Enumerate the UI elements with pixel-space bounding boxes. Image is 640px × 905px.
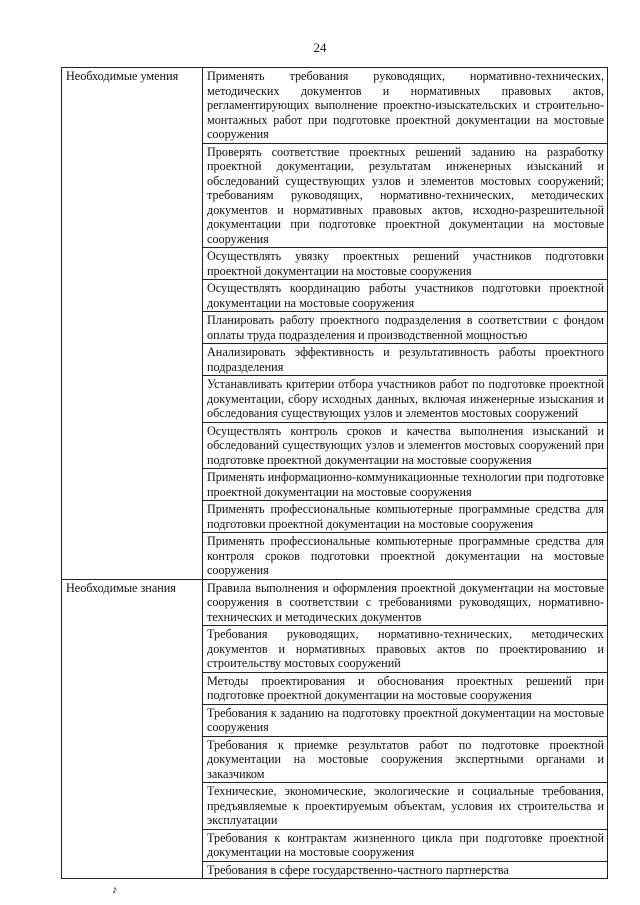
- requirement-item: Правила выполнения и оформления проектной документации на мостовые сооружения в соответствии с требованиями руководящих, нормативно-технических и методических документов: [203, 579, 608, 626]
- requirements-table-body: [62, 68, 608, 879]
- requirement-item: Применять профессиональные компьютерные программные средства для подготовки проектной документации на мостовые сооружения: [203, 501, 608, 533]
- requirement-item: Требования в сфере государственно-частного партнерства: [203, 861, 608, 879]
- requirement-item: Методы проектирования и обоснования проектных решений при подготовке проектной документации на мостовые сооружения: [203, 672, 608, 704]
- section-label: Необходимые умения: [62, 68, 203, 580]
- requirement-item: Проверять соответствие проектных решений заданию на разработку проектной документации, результатам инженерных изысканий и обследований существующих узлов и элементов мостовых сооружений; требованиям руководящих, нормативно-технических, методических документов и нормативных правовых актов, исходно-разрешительной документации при подготовке проектной документации на мостовые сооружения: [203, 143, 608, 248]
- requirement-item: Осуществлять координацию работы участников подготовки проектной документации на мостовые сооружения: [203, 280, 608, 312]
- table-row: [62, 68, 608, 144]
- requirement-item: Осуществлять увязку проектных решений участников подготовки проектной документации на мостовые сооружения: [203, 248, 608, 280]
- requirement-item: Технические, экономические, экологические и социальные требования, предъявляемые к проектируемым объектам, условия их строительства и эксплуатации: [203, 783, 608, 830]
- requirement-item: Требования к приемке результатов работ по подготовке проектной документации на мостовые сооружения экспертными органами и заказчиком: [203, 736, 608, 783]
- requirement-item: Применять профессиональные компьютерные программные средства для контроля сроков подготовки проектной документации на мостовые сооружения: [203, 533, 608, 580]
- requirement-item: Требования к контрактам жизненного цикла при подготовке проектной документации на мостовые сооружения: [203, 829, 608, 861]
- page-number: 24: [313, 40, 327, 55]
- requirement-item: Требования руководящих, нормативно-технических, методических документов и нормативных правовых актов по проектированию и строительству мостовых сооружений: [203, 626, 608, 673]
- requirement-item: Анализировать эффективность и результативность работы проектного подразделения: [203, 344, 608, 376]
- table-row: [62, 579, 608, 626]
- requirement-item: Планировать работу проектного подразделения в соответствии с фондом оплаты труда подразделения и производственной мощностью: [203, 312, 608, 344]
- footer-mark: ♪: [112, 884, 118, 896]
- requirement-item: Применять требования руководящих, нормативно-технических, методических документов и нормативных правовых актов, регламентирующих выполнение проектно-изыскательских и строительно-монтажных работ при подготовке проектной документации на мостовые сооружения: [203, 68, 608, 144]
- requirement-item: Устанавливать критерии отбора участников работ по подготовке проектной документации, сбору исходных данных, включая инженерные изыскания и обследования существующих узлов и элементов мостовых сооружений: [203, 376, 608, 423]
- section-label: Необходимые знания: [62, 579, 203, 879]
- requirement-item: Применять информационно-коммуникационные технологии при подготовке проектной документации на мостовые сооружения: [203, 469, 608, 501]
- requirement-item: Требования к заданию на подготовку проектной документации на мостовые сооружения: [203, 704, 608, 736]
- requirements-table: [61, 67, 608, 879]
- requirement-item: Осуществлять контроль сроков и качества выполнения изысканий и обследований существующих узлов и элементов мостовых сооружений при подготовке проектной документации на мостовые сооружения: [203, 422, 608, 469]
